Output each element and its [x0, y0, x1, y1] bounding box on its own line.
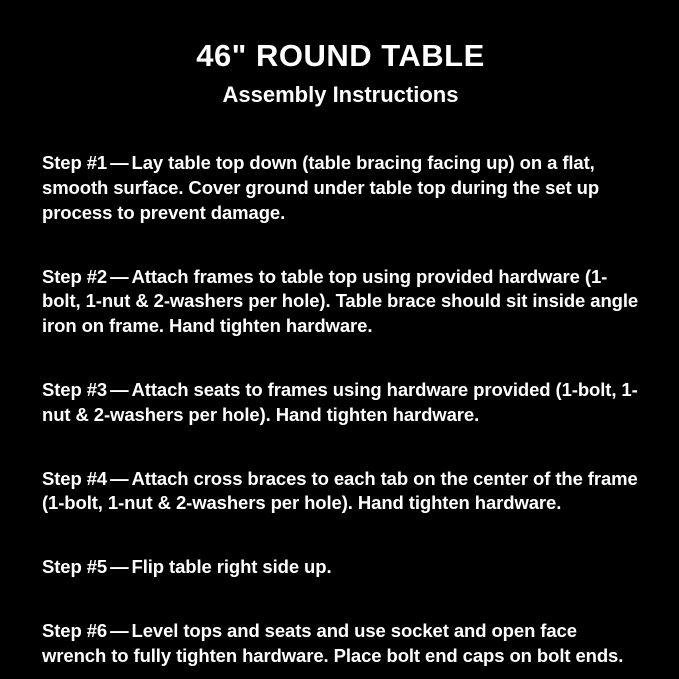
step-label: Step #4 — [42, 467, 108, 489]
step-label: Step #5 — [42, 556, 108, 578]
step-dash: — — [110, 620, 129, 642]
step-text: Attach frames to table top using provided hardware (1-bolt, 1-nut & 2-washers per hole). Table brace should sit inside angle iron on frame. Hand tighten hardware. — [42, 265, 639, 336]
step-label: Step #6 — [42, 620, 108, 642]
step-text: Lay table top down (table bracing facing up) on a flat, smooth surface. Cover ground under table top during the set up process to prevent damage. — [42, 152, 600, 223]
list-item — [42, 151, 639, 225]
list-item — [42, 378, 639, 427]
step-dash: — — [110, 467, 129, 489]
step-dash: — — [110, 265, 129, 287]
steps-list — [42, 133, 639, 669]
list-item — [42, 265, 639, 339]
step-dash: — — [110, 379, 129, 400]
page-title: 46" ROUND TABLE — [196, 38, 485, 73]
page-subtitle: Assembly Instructions — [222, 81, 459, 107]
step-label: Step #3 — [42, 379, 108, 400]
step-label: Step #1 — [42, 152, 108, 174]
list-item — [42, 467, 639, 516]
list-item — [42, 555, 639, 580]
step-text: Attach seats to frames using hardware provided (1-bolt, 1-nut & 2-washers per hole). Hand tighten hardware. — [42, 379, 638, 425]
step-text: Flip table right side up. — [131, 556, 332, 578]
step-label: Step #2 — [42, 265, 108, 287]
list-item — [42, 619, 639, 668]
step-text: Attach cross braces to each tab on the center of the frame (1-bolt, 1-nut & 2-washers per hole). Hand tighten hardware. — [42, 467, 638, 514]
step-dash: — — [110, 152, 129, 174]
step-dash: — — [110, 556, 129, 578]
step-text: Level tops and seats and use socket and open face wrench to fully tighten hardware. Place bolt end caps on bolt ends. — [42, 620, 624, 667]
